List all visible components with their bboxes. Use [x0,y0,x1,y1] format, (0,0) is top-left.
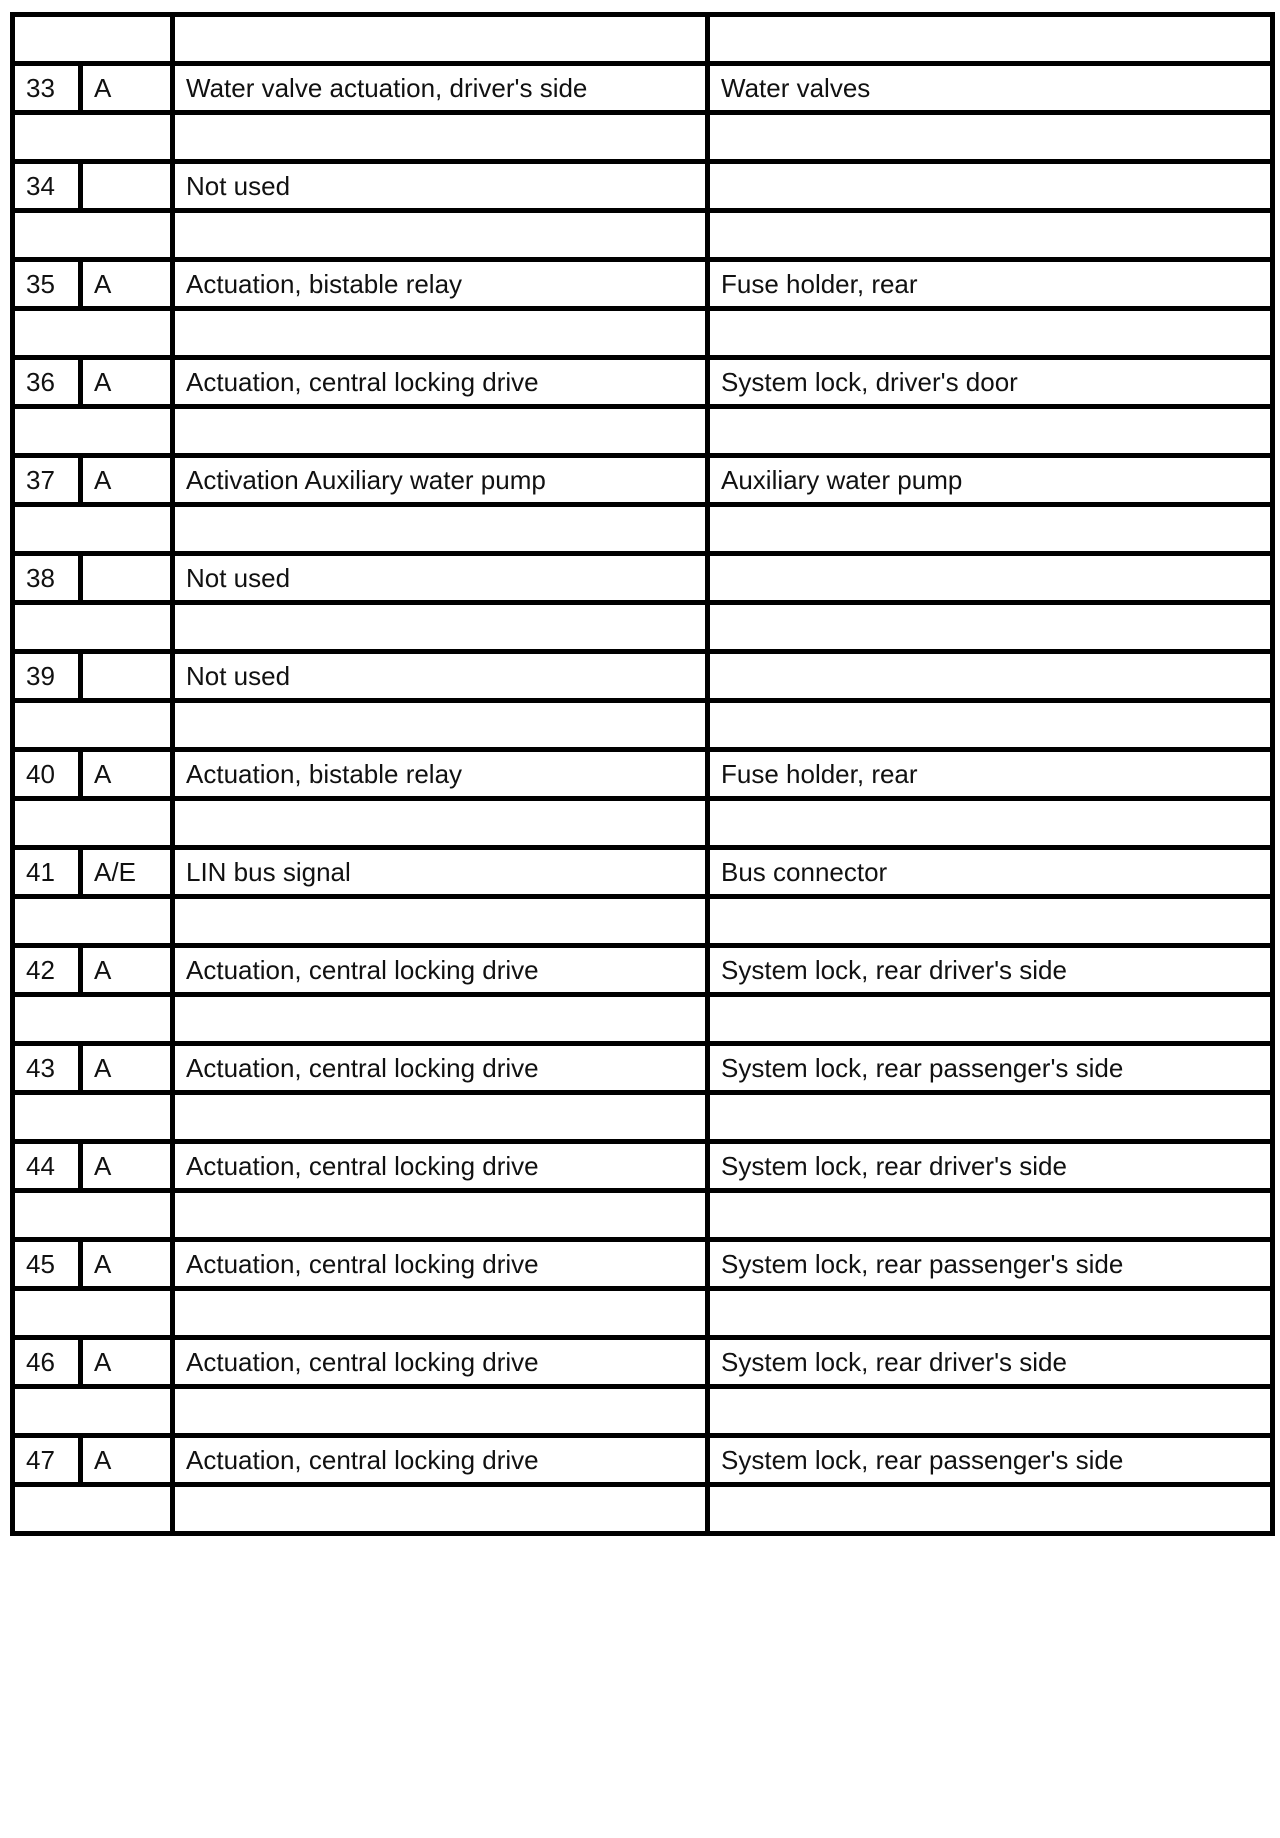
function-cell: Actuation, central locking drive [173,946,708,995]
spacer-cell [708,407,1273,456]
table-row [13,162,1273,211]
spacer-cell [708,113,1273,162]
spacer-cell [173,15,708,64]
spacer-row [13,1191,1273,1240]
pin-number-cell: 35 [13,260,81,309]
table-row [13,1044,1273,1093]
function-cell: Actuation, central locking drive [173,1142,708,1191]
function-cell: Activation Auxiliary water pump [173,456,708,505]
spacer-cell [708,505,1273,554]
spacer-cell [13,1191,173,1240]
spacer-cell [173,603,708,652]
function-cell: Actuation, central locking drive [173,1436,708,1485]
spacer-cell [173,407,708,456]
spacer-cell [173,799,708,848]
table-row [13,1142,1273,1191]
table-row [13,652,1273,701]
signal-type-cell: A [81,260,173,309]
spacer-cell [13,407,173,456]
spacer-cell [708,995,1273,1044]
table-row [13,750,1273,799]
table-row [13,1436,1273,1485]
function-cell: Not used [173,554,708,603]
spacer-cell [708,1289,1273,1338]
pin-number-cell: 44 [13,1142,81,1191]
signal-type-cell: A/E [81,848,173,897]
spacer-row [13,211,1273,260]
signal-type-cell [81,162,173,211]
spacer-cell [13,897,173,946]
function-cell: Actuation, bistable relay [173,750,708,799]
table-row [13,456,1273,505]
spacer-row [13,1485,1273,1534]
function-cell: LIN bus signal [173,848,708,897]
component-cell: Fuse holder, rear [708,260,1273,309]
spacer-cell [708,309,1273,358]
spacer-row [13,897,1273,946]
pin-number-cell: 41 [13,848,81,897]
pin-number-cell: 36 [13,358,81,407]
pin-number-cell: 42 [13,946,81,995]
spacer-cell [173,309,708,358]
spacer-row [13,1093,1273,1142]
spacer-row [13,1387,1273,1436]
spacer-cell [173,505,708,554]
signal-type-cell [81,652,173,701]
spacer-cell [13,799,173,848]
signal-type-cell: A [81,64,173,113]
component-cell: System lock, rear passenger's side [708,1240,1273,1289]
pin-assignment-table [10,12,1275,1536]
table-row [13,946,1273,995]
pin-number-cell: 37 [13,456,81,505]
spacer-cell [173,1289,708,1338]
spacer-row [13,1289,1273,1338]
pin-number-cell: 47 [13,1436,81,1485]
spacer-cell [173,1387,708,1436]
pin-number-cell: 38 [13,554,81,603]
spacer-cell [173,897,708,946]
spacer-cell [708,1191,1273,1240]
spacer-cell [708,897,1273,946]
component-cell [708,554,1273,603]
pin-number-cell: 43 [13,1044,81,1093]
function-cell: Actuation, central locking drive [173,1240,708,1289]
spacer-cell [13,113,173,162]
spacer-row [13,113,1273,162]
table-row [13,64,1273,113]
spacer-cell [13,505,173,554]
function-cell: Not used [173,162,708,211]
pin-number-cell: 46 [13,1338,81,1387]
function-cell: Not used [173,652,708,701]
table-row [13,554,1273,603]
signal-type-cell: A [81,946,173,995]
function-cell: Actuation, bistable relay [173,260,708,309]
function-cell: Actuation, central locking drive [173,1338,708,1387]
spacer-cell [708,15,1273,64]
component-cell: System lock, rear driver's side [708,1142,1273,1191]
spacer-cell [13,15,173,64]
component-cell: System lock, rear passenger's side [708,1044,1273,1093]
component-cell: Fuse holder, rear [708,750,1273,799]
signal-type-cell: A [81,456,173,505]
table-row [13,848,1273,897]
spacer-cell [708,799,1273,848]
spacer-row [13,505,1273,554]
component-cell: Auxiliary water pump [708,456,1273,505]
spacer-row [13,603,1273,652]
pin-number-cell: 40 [13,750,81,799]
signal-type-cell [81,554,173,603]
spacer-cell [173,113,708,162]
pin-number-cell: 34 [13,162,81,211]
pin-table-body [13,15,1273,1534]
spacer-cell [13,1485,173,1534]
spacer-cell [708,1093,1273,1142]
pin-number-cell: 33 [13,64,81,113]
signal-type-cell: A [81,358,173,407]
component-cell: System lock, rear driver's side [708,1338,1273,1387]
component-cell: Water valves [708,64,1273,113]
component-cell: Bus connector [708,848,1273,897]
spacer-cell [708,603,1273,652]
spacer-row [13,15,1273,64]
function-cell: Actuation, central locking drive [173,358,708,407]
spacer-row [13,407,1273,456]
signal-type-cell: A [81,1338,173,1387]
signal-type-cell: A [81,1142,173,1191]
spacer-cell [13,1093,173,1142]
spacer-row [13,995,1273,1044]
spacer-cell [13,603,173,652]
signal-type-cell: A [81,1240,173,1289]
spacer-cell [708,1387,1273,1436]
signal-type-cell: A [81,1436,173,1485]
pin-number-cell: 39 [13,652,81,701]
spacer-row [13,799,1273,848]
function-cell: Water valve actuation, driver's side [173,64,708,113]
table-row [13,1240,1273,1289]
pin-number-cell: 45 [13,1240,81,1289]
component-cell [708,162,1273,211]
spacer-cell [13,211,173,260]
spacer-cell [708,211,1273,260]
spacer-cell [173,211,708,260]
spacer-cell [173,995,708,1044]
table-row [13,1338,1273,1387]
component-cell: System lock, rear driver's side [708,946,1273,995]
spacer-cell [173,1093,708,1142]
spacer-row [13,309,1273,358]
spacer-cell [708,701,1273,750]
spacer-cell [173,1485,708,1534]
signal-type-cell: A [81,1044,173,1093]
table-row [13,260,1273,309]
spacer-cell [173,1191,708,1240]
signal-type-cell: A [81,750,173,799]
spacer-cell [708,1485,1273,1534]
spacer-cell [13,1289,173,1338]
component-cell: System lock, rear passenger's side [708,1436,1273,1485]
spacer-cell [13,1387,173,1436]
spacer-cell [173,701,708,750]
component-cell [708,652,1273,701]
function-cell: Actuation, central locking drive [173,1044,708,1093]
table-row [13,358,1273,407]
spacer-cell [13,309,173,358]
spacer-row [13,701,1273,750]
component-cell: System lock, driver's door [708,358,1273,407]
spacer-cell [13,995,173,1044]
spacer-cell [13,701,173,750]
